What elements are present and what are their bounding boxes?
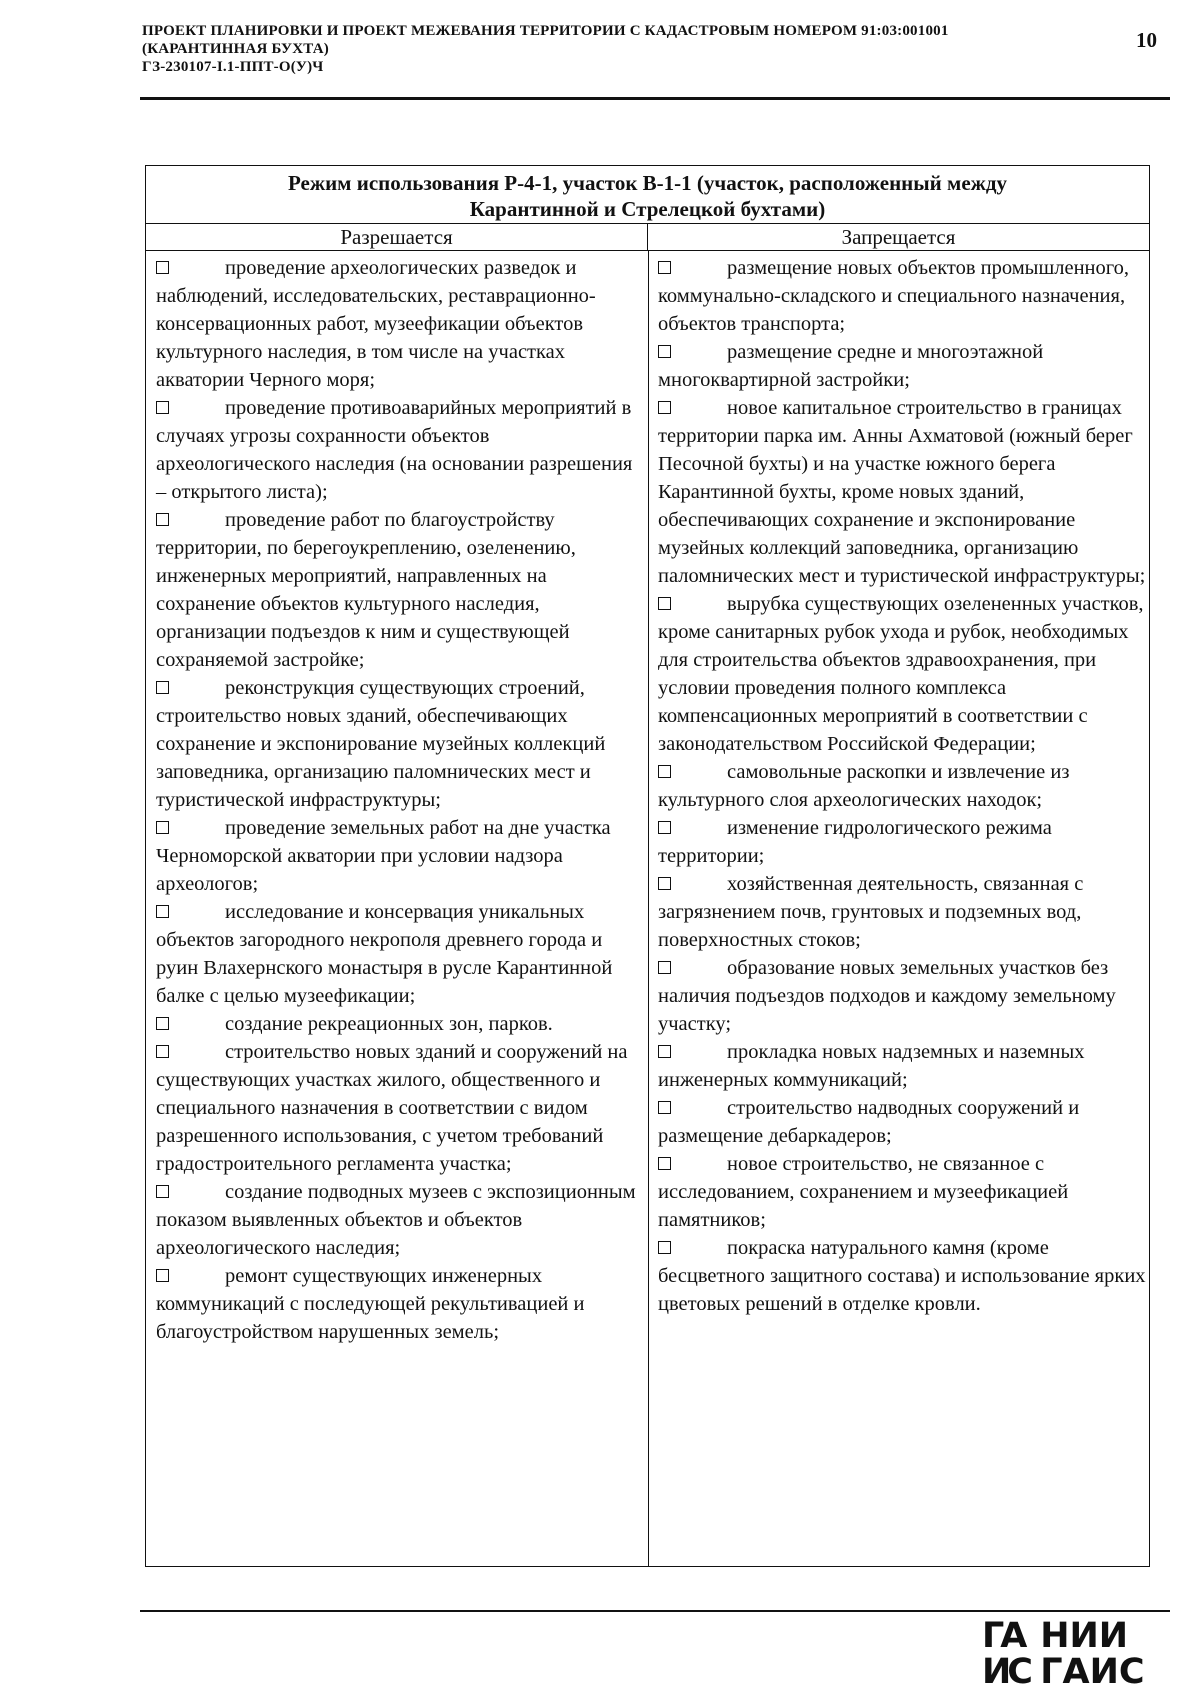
forbidden-item xyxy=(658,1094,1148,1150)
forbidden-item-text: новое капитальное строительство в границах территории парка им. Анны Ахматовой (южный берег Песочной бухты) и на участке южного берега Карантинной бухты, кроме новых зданий, обеспечивающих сохранение и экспонирование музейных коллекций заповедника, организацию паломнических мест и туристической инфраструктуры; xyxy=(658,397,1146,587)
allowed-list xyxy=(156,254,646,1346)
allowed-item-text: создание подводных музеев с экспозиционным показом выявленных объектов и объектов археологического наследия; xyxy=(156,1181,636,1259)
checkbox-icon xyxy=(156,1017,169,1030)
column-header-allowed: Разрешается xyxy=(146,224,648,251)
logo-text-top: НИИ xyxy=(1040,1616,1129,1656)
allowed-item xyxy=(156,394,646,506)
forbidden-item xyxy=(658,1234,1148,1318)
allowed-item xyxy=(156,1038,646,1178)
forbidden-item-text: покраска натурального камня (кроме бесцветного защитного состава) и использование ярких цветовых решений в отделке кровли. xyxy=(658,1237,1146,1315)
checkbox-icon xyxy=(156,1045,169,1058)
allowed-item xyxy=(156,674,646,814)
checkbox-icon xyxy=(658,765,671,778)
header-title-line1: ПРОЕКТ ПЛАНИРОВКИ И ПРОЕКТ МЕЖЕВАНИЯ ТЕРРИТОРИИ С КАДАСТРОВЫМ НОМЕРОМ 91:03:001001 xyxy=(142,23,949,39)
allowed-item xyxy=(156,1178,646,1262)
checkbox-icon xyxy=(658,401,671,414)
allowed-item xyxy=(156,1010,646,1038)
checkbox-icon xyxy=(658,261,671,274)
checkbox-icon xyxy=(658,1157,671,1170)
checkbox-icon xyxy=(156,1269,169,1282)
footer-divider xyxy=(140,1610,1170,1612)
document-header xyxy=(142,22,1142,76)
allowed-item xyxy=(156,254,646,394)
checkbox-icon xyxy=(658,1241,671,1254)
checkbox-icon xyxy=(658,877,671,890)
column-divider xyxy=(648,251,649,1566)
logo-mark-top: ГА xyxy=(982,1616,1024,1656)
page-number: 10 xyxy=(1136,28,1157,52)
forbidden-item-text: строительство надводных сооружений и размещение дебаркадеров; xyxy=(658,1097,1080,1147)
checkbox-icon xyxy=(156,513,169,526)
forbidden-item-text: размещение новых объектов промышленного, коммунально-складского и специального назначения, объектов транспорта; xyxy=(658,257,1130,335)
forbidden-item xyxy=(658,338,1148,394)
allowed-item-text: строительство новых зданий и сооружений на существующих участках жилого, общественного и специального назначения в соответствии с видом разрешенного использования, с учетом требований градостроительного регламента участка; xyxy=(156,1041,628,1175)
forbidden-item-text: новое строительство, не связанное с исследованием, сохранением и музеефикацией памятников; xyxy=(658,1153,1069,1231)
forbidden-item xyxy=(658,254,1148,338)
forbidden-item xyxy=(658,814,1148,870)
forbidden-item-text: изменение гидрологического режима территории; xyxy=(658,817,1052,867)
allowed-item-text: создание рекреационных зон, парков. xyxy=(225,1013,553,1035)
forbidden-item xyxy=(658,758,1148,814)
allowed-item-text: исследование и консервация уникальных объектов загородного некрополя древнего города и руин Влахернского монастыря в русле Карантинной балке с целью музеефикации; xyxy=(156,901,613,1007)
allowed-item-text: реконструкция существующих строений, строительство новых зданий, обеспечивающих сохранение и экспонирование музейных коллекций заповедника, организацию паломнических мест и туристической инфраструктуры; xyxy=(156,677,606,811)
forbidden-item xyxy=(658,394,1148,590)
checkbox-icon xyxy=(658,597,671,610)
forbidden-item xyxy=(658,590,1148,758)
column-header-forbidden: Запрещается xyxy=(648,224,1149,251)
forbidden-item-text: прокладка новых надземных и наземных инженерных коммуникаций; xyxy=(658,1041,1085,1091)
allowed-item xyxy=(156,1262,646,1346)
checkbox-icon xyxy=(658,961,671,974)
checkbox-icon xyxy=(156,821,169,834)
header-divider xyxy=(140,97,1170,100)
usage-regime-table xyxy=(145,165,1150,1567)
checkbox-icon xyxy=(658,821,671,834)
forbidden-item-text: хозяйственная деятельность, связанная с загрязнением почв, грунтовых и подземных вод, поверхностных стоков; xyxy=(658,873,1084,951)
header-title-line2: (КАРАНТИННАЯ БУХТА) xyxy=(142,41,329,57)
allowed-item-text: ремонт существующих инженерных коммуникаций с последующей рекультивацией и благоустройством нарушенных земель; xyxy=(156,1265,585,1343)
checkbox-icon xyxy=(658,1045,671,1058)
allowed-item-text: проведение работ по благоустройству территории, по берегоукреплению, озеленению, инженерных мероприятий, направленных на сохранение объектов культурного наследия, организации подъездов к ним и существующей сохраняемой застройке; xyxy=(156,509,576,671)
nii-gais-logo xyxy=(982,1618,1145,1690)
allowed-item xyxy=(156,898,646,1010)
allowed-item-text: проведение археологических разведок и наблюдений, исследовательских, реставрационно-консервационных работ, музеефикации объектов культурного наследия, в том числе на участках акватории Черного моря; xyxy=(156,257,596,391)
forbidden-item-text: вырубка существующих озелененных участков, кроме санитарных рубок ухода и рубок, необходимых для строительства объектов здравоохранения, при условии проведения полного комплекса компенсационных мероприятий в соответствии с законодательством Российской Федерации; xyxy=(658,593,1144,755)
allowed-item-text: проведение противоаварийных мероприятий в случаях угрозы сохранности объектов археологического наследия (на основании разрешения – открытого листа); xyxy=(156,397,633,503)
checkbox-icon xyxy=(156,261,169,274)
allowed-item xyxy=(156,506,646,674)
allowed-item xyxy=(156,814,646,898)
logo-text-bottom: ГАИС xyxy=(1040,1652,1145,1692)
checkbox-icon xyxy=(156,401,169,414)
forbidden-item-text: образование новых земельных участков без наличия подъездов подходов и каждому земельному участку; xyxy=(658,957,1116,1035)
checkbox-icon xyxy=(156,905,169,918)
logo-mark-bottom: ИС xyxy=(982,1652,1029,1692)
checkbox-icon xyxy=(156,1185,169,1198)
forbidden-item xyxy=(658,1150,1148,1234)
checkbox-icon xyxy=(658,345,671,358)
table-title-line2: Карантинной и Стрелецкой бухтами) xyxy=(469,197,826,221)
header-doc-code: ГЗ-230107-I.1-ППТ-О(У)Ч xyxy=(142,59,324,75)
forbidden-item-text: самовольные раскопки и извлечение из культурного слоя археологических находок; xyxy=(658,761,1070,811)
checkbox-icon xyxy=(156,681,169,694)
forbidden-item-text: размещение средне и многоэтажной многоквартирной застройки; xyxy=(658,341,1044,391)
table-title-line1: Режим использования Р-4-1, участок В-1-1 (участок, расположенный между xyxy=(287,171,1007,195)
forbidden-item xyxy=(658,870,1148,954)
forbidden-item xyxy=(658,1038,1148,1094)
checkbox-icon xyxy=(658,1101,671,1114)
forbidden-item xyxy=(658,954,1148,1038)
allowed-item-text: проведение земельных работ на дне участка Черноморской акватории при условии надзора археологов; xyxy=(156,817,611,895)
table-title xyxy=(146,166,1149,224)
forbidden-list xyxy=(658,254,1148,1318)
